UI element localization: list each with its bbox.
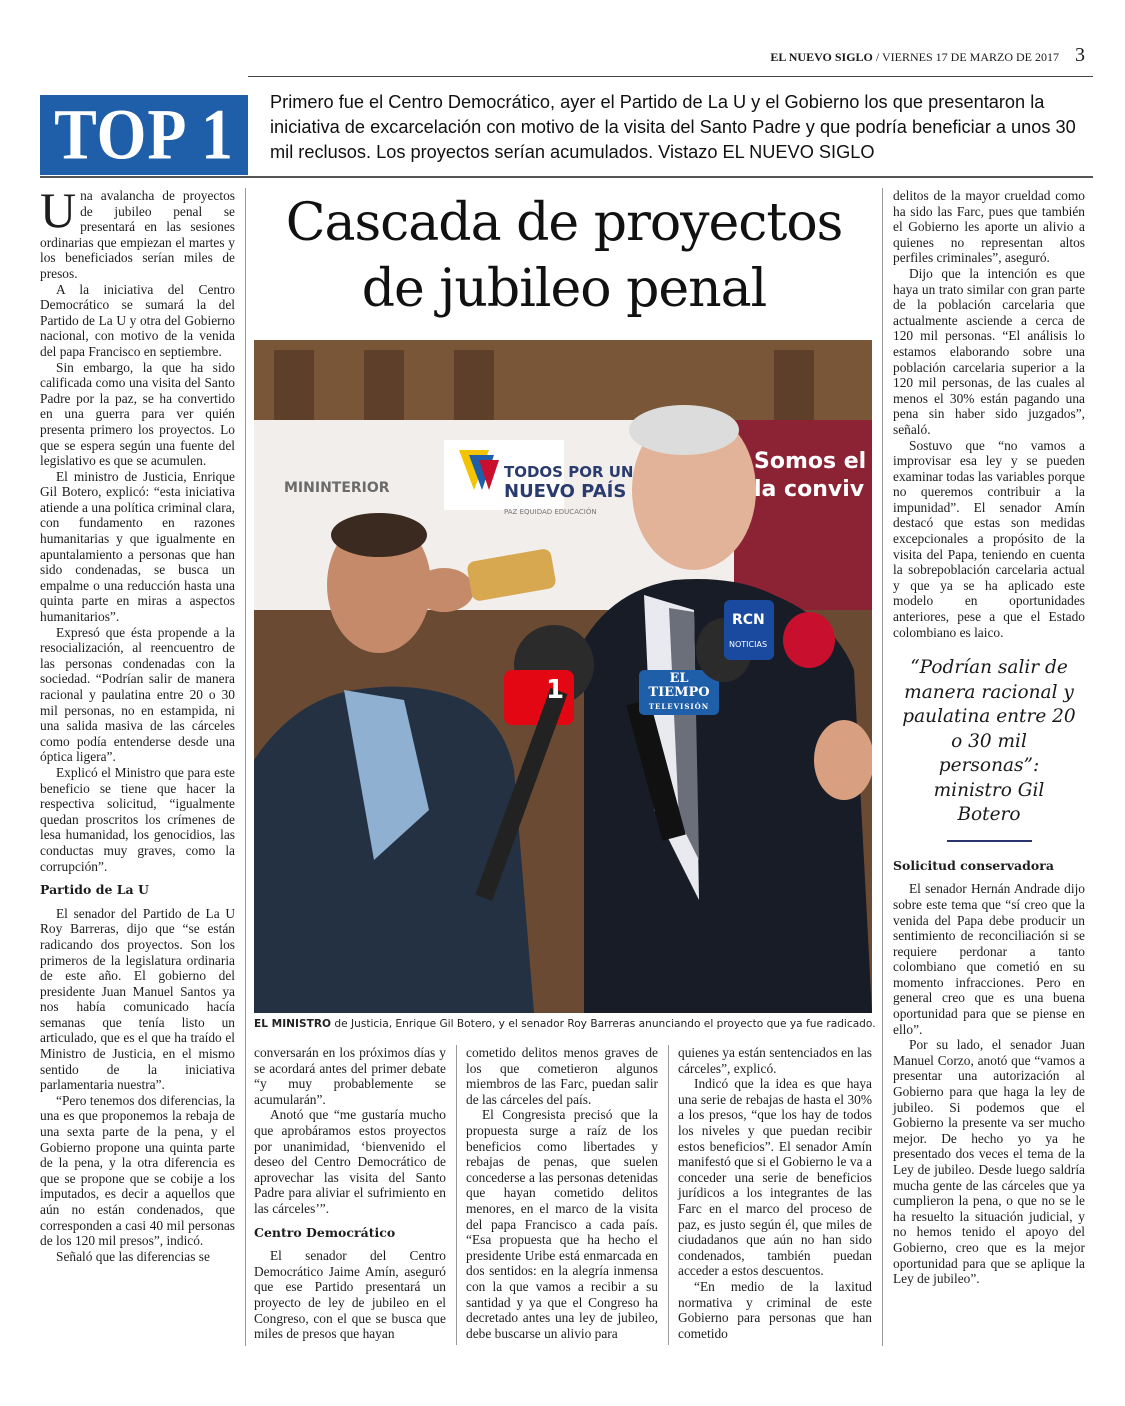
mic-canal-1-label: 1	[546, 675, 565, 705]
masthead-rule	[248, 76, 1093, 77]
banner-todos-line-1: TODOS POR UN	[504, 463, 634, 481]
col1-p5: Expresó que ésta propende a la resocialización, al reencuentro de las personas condenadas con la sociedad. “Podrían salir de manera racional y paulatina entre 20 o 30 mil personas, no en estampida, ni una salida masiva de las cárceles como podía entenderse desde una óptica ligera”.	[40, 624, 235, 765]
masthead-paper: EL NUEVO SIGLO	[770, 50, 873, 64]
col5-p5: Por su lado, el senador Juan Manuel Corzo, anotó que “vamos a presentar una autorización al Gobierno para que haga la ley de jubileo. Si podemos que el Gobierno la presente va ser mucho mejor. De hecho yo ya he presentado dos veces el tema de la Ley de jubileo. Desde luego saldría mucha gente de las cárceles que ya cumplieron la pena, o que no se le ha resuelto la situación judicial, y no hemos tenido el apoyo del Gobierno, creo que es la mejor oportunidad para que se aplique la Ley de jubileo”.	[893, 1037, 1085, 1287]
col1-p6: Explicó el Ministro que para este beneficio se tiene que hacer la respectiva solicitud, “igualmente quedan proscritos los crímenes de lesa humanidad, los genocidios, las conductas muy graves, como la corrupción”.	[40, 764, 235, 874]
banner-todos-line-2: NUEVO PAÍS	[504, 481, 627, 502]
top-label-box	[40, 95, 248, 175]
col5-p4: El senador Hernán Andrade dijo sobre este tema que “sí creo que la venida del Papa debe producir un sentimiento de reconciliación si se requiere perdonar a tanto colombiano que cometió en su momento infracciones. Pero en general creo que es una buena oportunidad para que se piense en ello”.	[893, 881, 1085, 1037]
pull-quote: “Podrían salir de manera racional y paulatina entre 20 o 30 mil personas”: ministro Gil Botero	[902, 657, 1076, 826]
col4-p3: “En medio de la laxitud normativa y criminal de este Gobierno para personas que han cometido	[678, 1278, 872, 1341]
col4-p1: quienes ya están sentenciados en las cárceles”, explicó.	[678, 1045, 872, 1076]
col5-p1: delitos de la mayor crueldad como ha sido las Farc, pues que también el Gobierno les aporte un alivio a quienes no representan altos perfiles criminales”, aseguró.	[893, 188, 1085, 266]
col2-p2: Anotó que “me gustaría mucho que aprobáramos estos proyectos por unanimidad, ‘bienvenido el deseo del Centro Democrático de aprovechar las visita del Santo Padre para aliviar el sufrimiento en las cárceles’”.	[254, 1107, 446, 1216]
column-rule-4	[668, 1045, 669, 1345]
banner-somos-line-1: Somos el	[754, 449, 867, 474]
mic-noticias-label: NOTICIAS	[729, 640, 768, 649]
banner-somos-line-2: la conviv	[754, 477, 865, 502]
mic-el-tiempo-line-1: EL TIEMPO	[648, 671, 710, 700]
masthead	[770, 50, 1059, 65]
col1-p2: A la iniciativa del Centro Democrático se sumará la del Partido de La U y otra del Gobierno nacional, con motivo de la venida del papa Francisco en septiembre.	[40, 281, 235, 359]
top-summary: Primero fue el Centro Democrático, ayer el Partido de La U y el Gobierno los que presentaron la iniciativa de excarcelación con motivo de la visita del Santo Padre y que podría beneficiar a unos 30 mil reclusos. Los proyectos serían acumulados. Vistazo EL NUEVO SIGLO	[270, 92, 1076, 162]
subhead-centro-democratico: Centro Democrático	[254, 1224, 396, 1240]
col4-p2: Indicó que la idea es que haya una serie de rebajas de hasta el 30% a los presos, “que los hay de todos los niveles y que puedan recibir estos beneficios”. El senador Amín manifestó que si el Gobierno le va a conceder una serie de beneficios jurídicos a los integrantes de las Farc en el marco del proceso de paz, es justo según él, que miles de ciudadanos que aún no han sido condenados, también puedan acceder a estos descuentos.	[678, 1076, 872, 1279]
article-column-4	[678, 1045, 872, 1341]
headline	[254, 190, 874, 322]
article-column-2	[254, 1045, 446, 1342]
page-number: 3	[1075, 44, 1085, 66]
col1-p3: Sin embargo, la que ha sido calificada como una visita del Santo Padre por la paz, se ha convertido en una guerra para ver quién presenta primero los proyectos. Lo que se espera según una fuente del legislativo es que se acumulen.	[40, 359, 235, 469]
article-column-1	[40, 182, 235, 1264]
col1-p8: “Pero tenemos dos diferencias, la una es que proponemos la rebaja de una sexta parte de la pena, y el Gobierno propone una quinta parte de la pena, y la otra diferencia es que se propone que se cobije a los imputados, es decir a aquellos que aún no están condenados, que corresponden a casi 40 mil personas de los 120 mil presos”, indicó.	[40, 1092, 235, 1249]
col1-p7: El senador del Partido de La U Roy Barreras, dijo que “se están radicando dos proyectos. Son los primeros de la legislatura ordinaria de este año. El gobierno del presidente Juan Manuel Santos ya nos había comunicado hacía semanas que tenía listo un articulado, que es el que ha traído el Ministro de Justicia, en el mismo sentido de la iniciativa parlamentaria nuestra”.	[40, 905, 235, 1093]
caption-bold: EL MINISTRO	[254, 1018, 331, 1030]
col1-p1: na avalancha de proyectos de jubileo penal se presentará en las sesiones ordinarias que empiezan el martes y los beneficiados serían miles de presos.	[40, 188, 235, 281]
pull-quote-rule	[947, 840, 1032, 842]
mic-el-tiempo-line-2: TELEVISIÓN	[648, 702, 710, 711]
photo-caption	[254, 1017, 874, 1031]
banner-mininterior: MININTERIOR	[284, 480, 390, 496]
headline-line-2: de jubileo penal	[361, 259, 767, 319]
column-rule-3	[456, 1045, 457, 1345]
column-rule-1	[245, 188, 246, 1346]
col5-p3: Sostuvo que “no vamos a improvisar esa ley y se pueden examinar todas las variables porque no queremos contribuir a la impunidad”. El senador Amín destacó que estas son medidas excepcionales a propósito de la visita del Papa, teniendo en cuenta la sobrepoblación carcelaria actual y que ya se ha aplicado este modelo en oportunidades anteriores, pese a que el Estado colombiano es laico.	[893, 437, 1085, 640]
masthead-date: / VIERNES 17 DE MARZO DE 2017	[875, 50, 1059, 64]
headline-line-1: Cascada de proyectos	[285, 193, 843, 253]
news-photo	[254, 340, 872, 1013]
col3-p1: cometido delitos menos graves de los que cometieron algunos miembros de las Farc, puedan salir de las cárceles del país.	[466, 1045, 658, 1107]
caption-text: de Justicia, Enrique Gil Botero, y el senador Roy Barreras anunciando el proyecto que ya fue radicado.	[331, 1018, 876, 1030]
banner-todos-line-3: PAZ EQUIDAD EDUCACIÓN	[504, 508, 597, 516]
col3-p2: El Congresista precisó que la propuesta surge a raíz de los beneficios como libertades y rebajas de penas, que suelen concederse a las personas detenidas que hayan cometido delitos menores, en el marco de la visita del papa Francisco a cada país. “Esa propuesta que ha hecho el presidente Uribe está enmarcada en dos sentidos: en la alegría inmensa con la que vamos a recibir a su santidad y ya que el Congreso ha decretado antes una ley de jubileo, debe buscarse un alivio para	[466, 1107, 658, 1341]
article-column-3	[466, 1045, 658, 1341]
drop-cap: U	[40, 182, 77, 238]
banner-somos	[754, 448, 866, 504]
subhead-solicitud-conservadora: Solicitud conservadora	[893, 857, 1054, 873]
col1-p4: El ministro de Justicia, Enrique Gil Botero, explicó: “esta iniciativa atiende a una política criminal clara, con fundamento en razones humanitarias y que igualmente en apuntalamiento a personas que han sido condenadas, se busca un empalme o una reducción hasta una quinta parte en miras a aspectos humanitarios”.	[40, 468, 235, 625]
column-rule-2	[882, 188, 883, 1346]
col5-p2: Dijo que la intención es que haya un trato similar con gran parte de la población carcelaria que actualmente asciende a cerca de 120 mil personas. “El análisis lo estamos elaborando sobre una población carcelaria superior a la 120 mil personas, de las cuales al menos el 30% están pagando una pena sin haber sido juzgados”, señaló.	[893, 265, 1085, 437]
top-rule	[40, 176, 1093, 178]
banner-todos	[504, 462, 633, 522]
col2-p1: conversarán en los próximos días y se acordará antes del primer debate “y muy probablemente se acumularán”.	[254, 1045, 446, 1107]
article-column-5	[893, 188, 1085, 1287]
mic-rcn-label: RCN	[732, 612, 765, 628]
mic-el-tiempo-label	[642, 672, 716, 714]
col2-p3: El senador del Centro Democrático Jaime Amín, aseguró que ese Partido presentará un proyecto de ley de jubileo en el Congreso, con el que se busca que miles de presos que hayan	[254, 1248, 446, 1342]
top-label: TOP 1	[54, 94, 234, 175]
col1-p9: Señaló que las diferencias se	[56, 1248, 210, 1264]
subhead-partido-u: Partido de La U	[40, 882, 149, 898]
